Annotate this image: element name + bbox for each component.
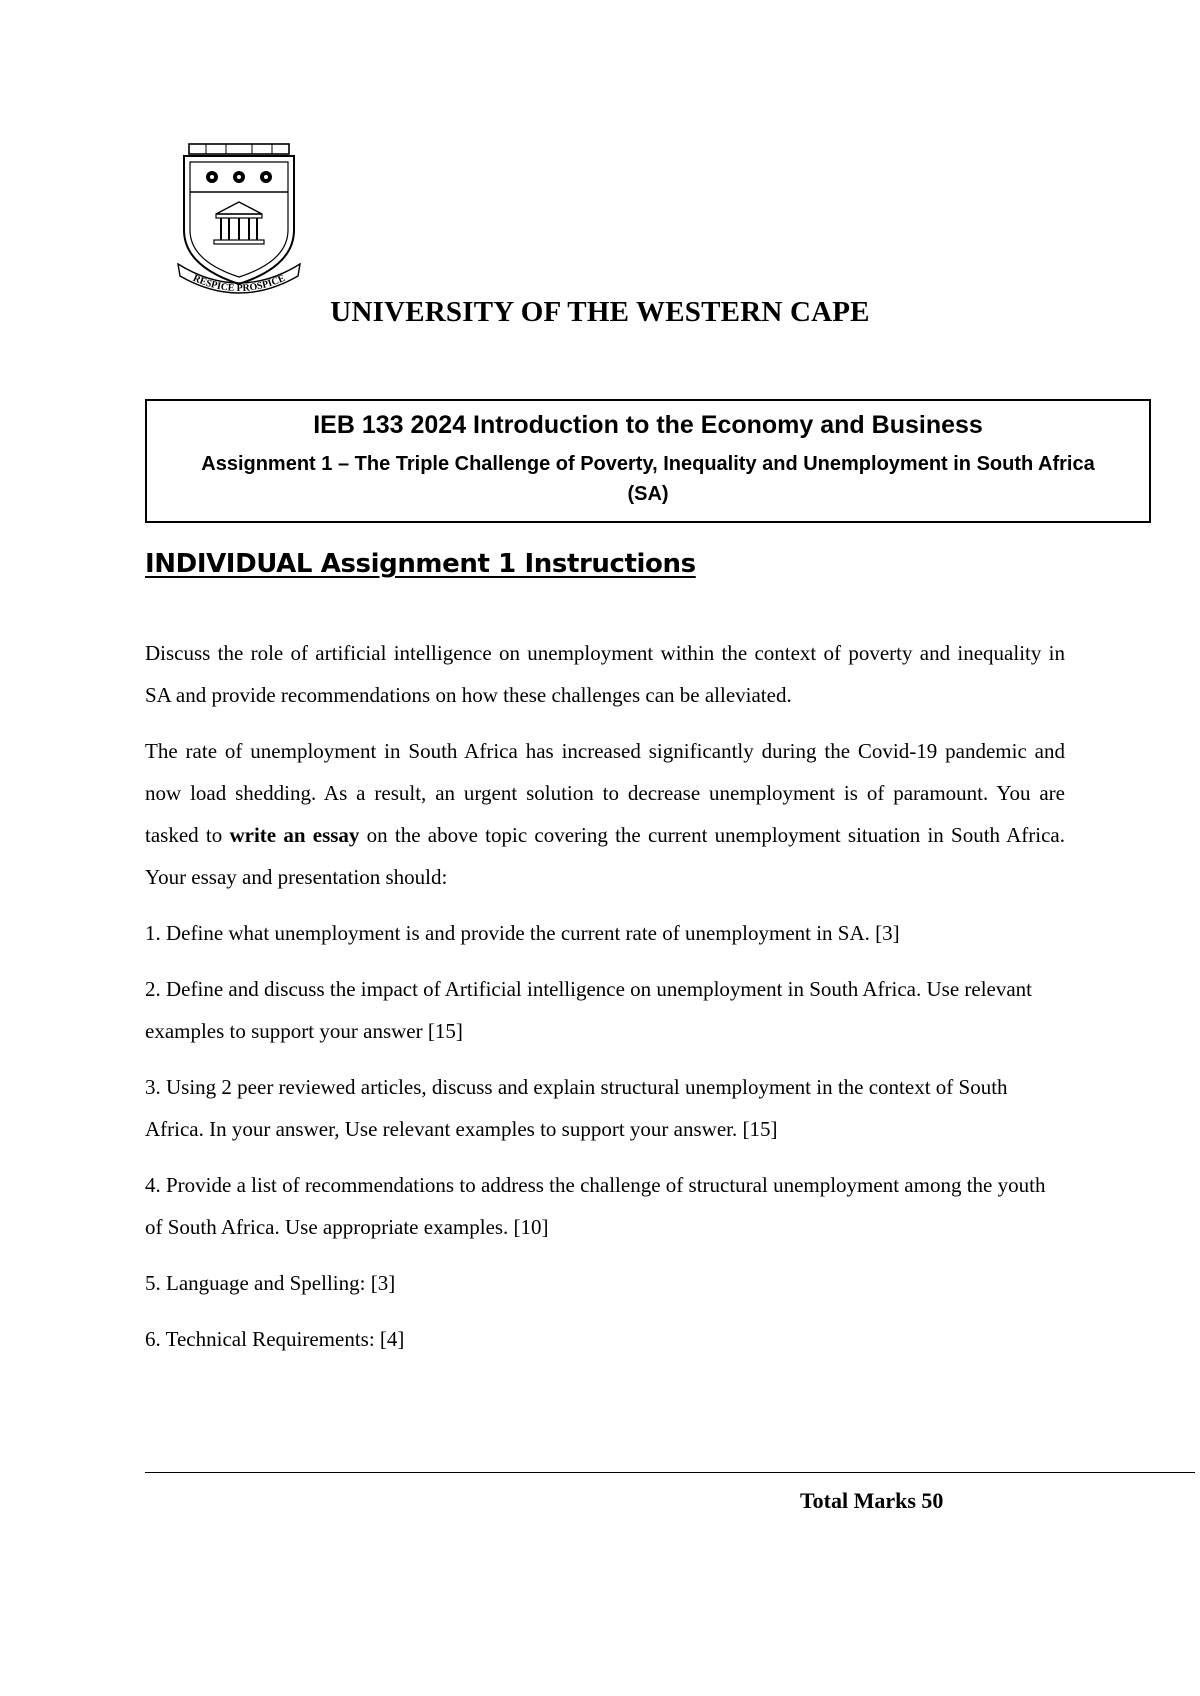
assignment-title: Assignment 1 – The Triple Challenge of Poverty, Inequality and Unemployment in South Africa (SA) <box>201 453 1095 505</box>
course-title: IEB 133 2024 Introduction to the Economy and Business <box>313 411 983 439</box>
context-paragraph <box>145 730 1065 898</box>
list-item: 4. Provide a list of recommendations to address the challenge of structural unemployment among the youth of South Africa. Use appropriate examples. [10] <box>145 1173 1046 1239</box>
university-title: UNIVERSITY OF THE WESTERN CAPE <box>330 296 870 328</box>
context-text-start: The rate of unemployment in South Africa has increased significantly during the Covid-19 pandemic and now load shedding. As a result, an urgent solution to decrease unemployment is of paramount. You are tasked to <box>145 739 1065 847</box>
course-info-box <box>145 399 1151 523</box>
instructions-body <box>145 632 1065 1374</box>
list-item: 1. Define what unemployment is and provide the current rate of unemployment in SA. [3] <box>145 921 900 945</box>
list-item: 6. Technical Requirements: [4] <box>145 1327 405 1351</box>
list-item: 5. Language and Spelling: [3] <box>145 1271 396 1295</box>
context-bold-text: write an essay <box>229 823 360 847</box>
instructions-heading: INDIVIDUAL Assignment 1 Instructions <box>145 549 696 579</box>
university-crest-logo <box>176 140 302 300</box>
context-text-end: on the above topic covering the current unemployment situation in South Africa. Your essay and presentation should: <box>145 823 1065 889</box>
list-item: 3. Using 2 peer reviewed articles, discuss and explain structural unemployment in the context of South Africa. In your answer, Use relevant examples to support your answer. [15] <box>145 1075 1008 1141</box>
total-marks: Total Marks 50 <box>800 1488 944 1513</box>
crest-motto: RESPICE PROSPICE <box>191 272 287 295</box>
intro-paragraph: Discuss the role of artificial intelligence on unemployment within the context of poverty and inequality in SA and provide recommendations on how these challenges can be alleviated. <box>145 641 1065 707</box>
footer-divider <box>145 1472 1195 1473</box>
list-item: 2. Define and discuss the impact of Artificial intelligence on unemployment in South Africa. Use relevant examples to support your answer [15] <box>145 977 1033 1043</box>
